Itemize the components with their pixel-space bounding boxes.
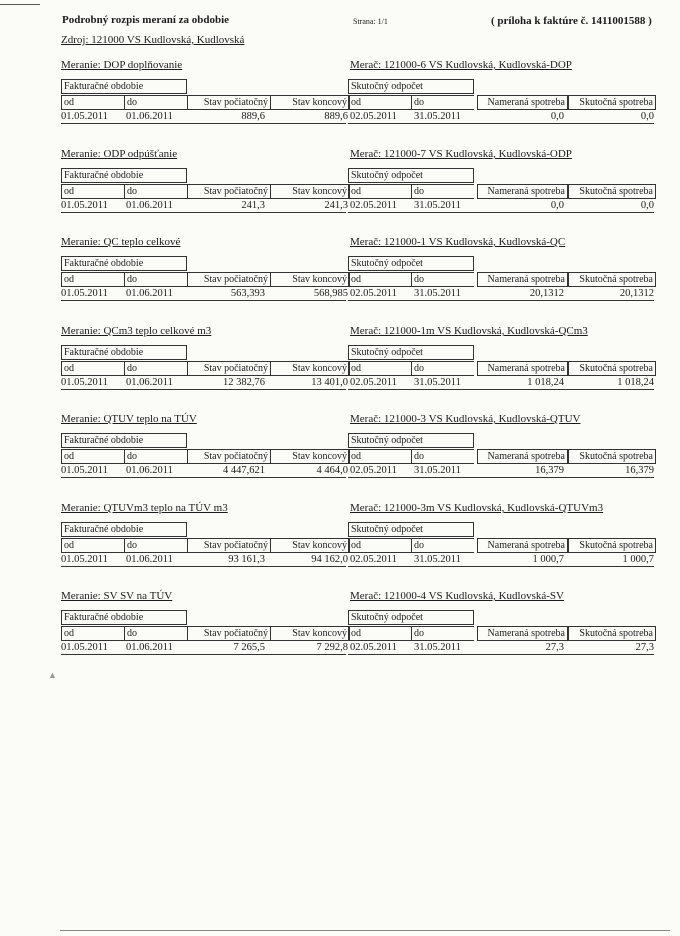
read-to-value: 31.05.2011	[414, 200, 461, 211]
bill-to-header: do	[124, 272, 187, 287]
end-state-header: Stav koncový	[270, 95, 350, 110]
left-values-rule	[61, 300, 346, 301]
end-state-value: 4 464,0	[316, 465, 348, 476]
billing-period-label: Fakturačné obdobie	[61, 256, 187, 271]
measured-header: Nameraná spotreba	[477, 184, 568, 199]
start-state-value: 4 447,621	[223, 465, 265, 476]
end-state-value: 889,6	[324, 111, 348, 122]
read-to-value: 31.05.2011	[414, 377, 461, 388]
left-values-rule	[61, 566, 346, 567]
start-state-value: 93 161,3	[228, 554, 265, 565]
read-from-value: 02.05.2011	[350, 111, 397, 122]
end-state-header: Stav koncový	[270, 184, 350, 199]
measured-header: Nameraná spotreba	[477, 449, 568, 464]
billing-period-label: Fakturačné obdobie	[61, 168, 187, 183]
end-state-value: 7 292,8	[316, 642, 348, 653]
bill-from-header: od	[61, 184, 124, 199]
measurement-section	[0, 148, 680, 228]
start-state-value: 563,393	[230, 288, 265, 299]
actual-consumption-header: Skutočná spotreba	[568, 538, 656, 553]
right-values-rule	[348, 389, 654, 390]
start-state-value: 889,6	[241, 111, 265, 122]
read-from-header: od	[348, 626, 411, 641]
source-line: Zdroj: 121000 VS Kudlovská, Kudlovská	[61, 34, 245, 46]
left-values-rule	[61, 477, 346, 478]
read-to-header: do	[411, 361, 474, 376]
read-from-value: 02.05.2011	[350, 377, 397, 388]
measurement-section	[0, 590, 680, 670]
actual-consumption-value: 1 018,24	[617, 377, 654, 388]
bill-from-value: 01.05.2011	[61, 200, 108, 211]
measurement-section	[0, 325, 680, 405]
end-state-value: 241,3	[324, 200, 348, 211]
end-state-header: Stav koncový	[270, 272, 350, 287]
bill-to-header: do	[124, 361, 187, 376]
right-values-rule	[348, 300, 654, 301]
start-state-header: Stav počiatočný	[187, 626, 271, 641]
read-from-header: od	[348, 184, 411, 199]
start-state-header: Stav počiatočný	[187, 361, 271, 376]
bottom-edge-rule	[60, 930, 670, 931]
bill-from-value: 01.05.2011	[61, 465, 108, 476]
actual-consumption-value: 27,3	[635, 642, 654, 653]
start-state-header: Stav počiatočný	[187, 449, 271, 464]
actual-consumption-header: Skutočná spotreba	[568, 272, 656, 287]
right-values-rule	[348, 212, 654, 213]
end-state-value: 568,985	[313, 288, 348, 299]
measurement-title: Meranie: SV SV na TÚV	[61, 590, 173, 602]
read-to-value: 31.05.2011	[414, 642, 461, 653]
read-to-header: do	[411, 184, 474, 199]
bill-to-value: 01.06.2011	[126, 554, 173, 565]
actual-consumption-value: 20,1312	[619, 288, 654, 299]
left-values-rule	[61, 123, 346, 124]
page-number: Strana: 1/1	[353, 17, 388, 26]
read-to-header: do	[411, 272, 474, 287]
actual-consumption-value: 0,0	[640, 111, 654, 122]
billing-period-label: Fakturačné obdobie	[61, 610, 187, 625]
measurement-section	[0, 413, 680, 493]
billing-period-label: Fakturačné obdobie	[61, 433, 187, 448]
scan-mark: ▲	[48, 670, 57, 680]
start-state-header: Stav počiatočný	[187, 95, 271, 110]
end-state-header: Stav koncový	[270, 361, 350, 376]
meter-title: Merač: 121000-4 VS Kudlovská, Kudlovská-SV	[350, 590, 564, 602]
top-edge-rule	[0, 4, 40, 5]
measured-header: Nameraná spotreba	[477, 626, 568, 641]
read-from-value: 02.05.2011	[350, 642, 397, 653]
read-to-value: 31.05.2011	[414, 288, 461, 299]
bill-to-header: do	[124, 449, 187, 464]
end-state-header: Stav koncový	[270, 626, 350, 641]
bill-to-value: 01.06.2011	[126, 288, 173, 299]
read-to-header: do	[411, 538, 474, 553]
right-values-rule	[348, 477, 654, 478]
bill-to-header: do	[124, 95, 187, 110]
bill-from-value: 01.05.2011	[61, 377, 108, 388]
actual-reading-label: Skutočný odpočet	[348, 168, 474, 183]
bill-from-header: od	[61, 95, 124, 110]
measured-value: 1 000,7	[532, 554, 564, 565]
measured-header: Nameraná spotreba	[477, 95, 568, 110]
actual-consumption-header: Skutočná spotreba	[568, 626, 656, 641]
end-state-value: 13 401,0	[311, 377, 348, 388]
bill-to-value: 01.06.2011	[126, 200, 173, 211]
bill-to-header: do	[124, 184, 187, 199]
actual-consumption-header: Skutočná spotreba	[568, 361, 656, 376]
read-from-header: od	[348, 449, 411, 464]
invoice-reference: ( príloha k faktúre č. 1411001588 )	[491, 15, 652, 27]
read-to-value: 31.05.2011	[414, 554, 461, 565]
start-state-value: 7 265,5	[233, 642, 265, 653]
bill-from-value: 01.05.2011	[61, 554, 108, 565]
measurement-section	[0, 236, 680, 316]
measurement-title: Meranie: DOP doplňovanie	[61, 59, 183, 71]
meter-title: Merač: 121000-6 VS Kudlovská, Kudlovská-DOP	[350, 59, 572, 71]
measurement-title: Meranie: QCm3 teplo celkové m3	[61, 325, 212, 337]
measured-value: 1 018,24	[527, 377, 564, 388]
bill-from-value: 01.05.2011	[61, 642, 108, 653]
meter-title: Merač: 121000-1m VS Kudlovská, Kudlovská-QCm3	[350, 325, 588, 337]
right-values-rule	[348, 123, 654, 124]
bill-from-header: od	[61, 626, 124, 641]
bill-from-value: 01.05.2011	[61, 111, 108, 122]
actual-reading-label: Skutočný odpočet	[348, 522, 474, 537]
bill-to-header: do	[124, 626, 187, 641]
read-from-header: od	[348, 95, 411, 110]
start-state-value: 12 382,76	[223, 377, 265, 388]
measurement-title: Meranie: ODP odpúšťanie	[61, 148, 178, 160]
start-state-header: Stav počiatočný	[187, 272, 271, 287]
actual-reading-label: Skutočný odpočet	[348, 345, 474, 360]
actual-consumption-header: Skutočná spotreba	[568, 449, 656, 464]
end-state-header: Stav koncový	[270, 449, 350, 464]
left-values-rule	[61, 389, 346, 390]
billing-period-label: Fakturačné obdobie	[61, 79, 187, 94]
actual-reading-label: Skutočný odpočet	[348, 79, 474, 94]
read-from-header: od	[348, 361, 411, 376]
actual-consumption-value: 1 000,7	[622, 554, 654, 565]
end-state-header: Stav koncový	[270, 538, 350, 553]
measured-value: 20,1312	[529, 288, 564, 299]
measurement-title: Meranie: QC teplo celkové	[61, 236, 181, 248]
bill-from-header: od	[61, 361, 124, 376]
bill-to-value: 01.06.2011	[126, 642, 173, 653]
measurement-section	[0, 59, 680, 139]
read-from-value: 02.05.2011	[350, 554, 397, 565]
left-values-rule	[61, 212, 346, 213]
actual-reading-label: Skutočný odpočet	[348, 610, 474, 625]
document-title: Podrobný rozpis meraní za obdobie	[62, 14, 230, 26]
billing-period-label: Fakturačné obdobie	[61, 522, 187, 537]
bill-to-value: 01.06.2011	[126, 377, 173, 388]
actual-consumption-value: 0,0	[640, 200, 654, 211]
right-values-rule	[348, 654, 654, 655]
bill-from-header: od	[61, 272, 124, 287]
meter-title: Merač: 121000-3 VS Kudlovská, Kudlovská-QTUV	[350, 413, 581, 425]
measured-header: Nameraná spotreba	[477, 538, 568, 553]
bill-from-header: od	[61, 538, 124, 553]
bill-from-header: od	[61, 449, 124, 464]
bill-to-header: do	[124, 538, 187, 553]
measurement-section	[0, 502, 680, 582]
read-from-header: od	[348, 538, 411, 553]
measurement-title: Meranie: QTUVm3 teplo na TÚV m3	[61, 502, 228, 514]
actual-reading-label: Skutočný odpočet	[348, 256, 474, 271]
right-values-rule	[348, 566, 654, 567]
measured-value: 16,379	[535, 465, 564, 476]
meter-title: Merač: 121000-3m VS Kudlovská, Kudlovská-QTUVm3	[350, 502, 604, 514]
left-values-rule	[61, 654, 346, 655]
start-state-value: 241,3	[241, 200, 265, 211]
end-state-value: 94 162,0	[311, 554, 348, 565]
read-to-header: do	[411, 626, 474, 641]
read-to-value: 31.05.2011	[414, 111, 461, 122]
actual-reading-label: Skutočný odpočet	[348, 433, 474, 448]
meter-title: Merač: 121000-1 VS Kudlovská, Kudlovská-QC	[350, 236, 566, 248]
actual-consumption-header: Skutočná spotreba	[568, 95, 656, 110]
read-from-header: od	[348, 272, 411, 287]
bill-to-value: 01.06.2011	[126, 111, 173, 122]
start-state-header: Stav počiatočný	[187, 184, 271, 199]
billing-period-label: Fakturačné obdobie	[61, 345, 187, 360]
measured-value: 0,0	[550, 111, 564, 122]
read-to-value: 31.05.2011	[414, 465, 461, 476]
meter-title: Merač: 121000-7 VS Kudlovská, Kudlovská-ODP	[350, 148, 572, 160]
bill-to-value: 01.06.2011	[126, 465, 173, 476]
read-from-value: 02.05.2011	[350, 200, 397, 211]
measured-header: Nameraná spotreba	[477, 272, 568, 287]
measured-value: 27,3	[545, 642, 564, 653]
measured-value: 0,0	[550, 200, 564, 211]
actual-consumption-header: Skutočná spotreba	[568, 184, 656, 199]
measurement-title: Meranie: QTUV teplo na TÚV	[61, 413, 197, 425]
start-state-header: Stav počiatočný	[187, 538, 271, 553]
read-from-value: 02.05.2011	[350, 288, 397, 299]
bill-from-value: 01.05.2011	[61, 288, 108, 299]
read-to-header: do	[411, 95, 474, 110]
read-from-value: 02.05.2011	[350, 465, 397, 476]
measured-header: Nameraná spotreba	[477, 361, 568, 376]
actual-consumption-value: 16,379	[625, 465, 654, 476]
read-to-header: do	[411, 449, 474, 464]
